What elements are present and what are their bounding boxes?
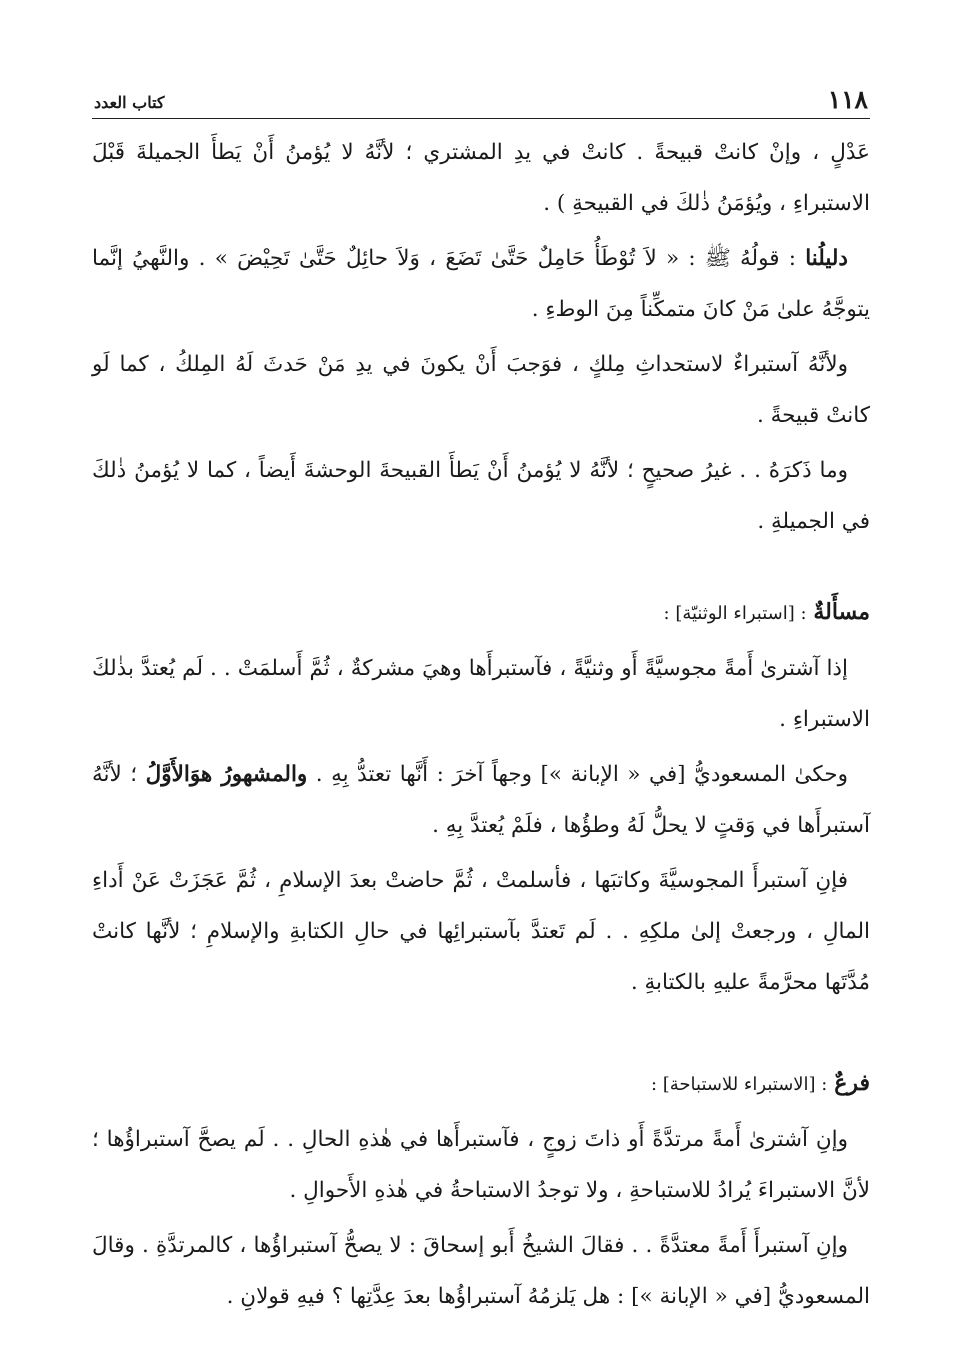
page-body (92, 127, 870, 1322)
paragraph-text: : قولُهُ ﷺ : « لاَ تُوْطَأُ حَامِلٌ حَتَّىٰ تَضَعَ ، وَلاَ حائِلٌ حَتَّىٰ تَحِيْضَ » . والنَّهيُ إنَّما يتوجَّهُ علىٰ مَنْ كانَ متمكِّناً مِنَ الوطءِ . (92, 246, 870, 322)
far-heading: فرعٌ (834, 1070, 870, 1096)
paragraph: وإنِ آستبرأَ أَمةً معتدَّةً . . فقالَ الشيخُ أَبو إسحاقَ : لا يصحُّ آستبراؤُها ، كالمرتدَّةِ . وقالَ المسعوديُّ [في « الإبانة »] : هل يَلزمُهُ آستبراؤُها بعدَ عِدَّتِها ؟ فيهِ قولانِ . (92, 1233, 870, 1309)
running-title: كتاب العدد (94, 93, 165, 112)
preferred-view: والمشهورُ هوَالأَوَّلُ (145, 762, 308, 787)
paragraph (92, 233, 870, 335)
page-header (92, 80, 870, 119)
paragraph: ولأنَّهُ آستبراءٌ لاستحداثِ مِلكٍ ، فوَجبَ أَنْ يكونَ في يدِ مَنْ حَدثَ لَهُ المِلكُ ، كما لَو كانتْ قبيحةً . (92, 352, 870, 428)
far-subtitle: : [الاستبراء للاستباحة] : (650, 1074, 828, 1095)
masala-subtitle: : [استبراء الوثنيّة] : (663, 603, 807, 624)
paragraph-text: ؛ لأنَّهُ آستبرأَها في وَقتٍ لا يحلُّ لَهُ وطؤُها ، فلَمْ يُعتدَّ بِهِ . (92, 762, 870, 838)
evidence-label: دليلُنا (805, 246, 849, 271)
section-heading (92, 587, 870, 639)
paragraph: إذا آشترىٰ أَمةً مجوسيَّةً أَو وثنيَّةً ، فآستبرأَها وهيَ مشركةٌ ، ثُمَّ أَسلمَتْ . . لَم يُعتدَّ بذٰلكَ الاستبراءِ . (92, 656, 870, 732)
paragraph: وما ذَكرَهُ . . غيرُ صحيحٍ ؛ لأنَّهُ لا يُؤمنُ أَنْ يَطأَ القبيحةَ الوحشةَ أَيضاً ، كما لا يُؤمنُ ذٰلكَ في الجميلةِ . (92, 458, 870, 534)
book-page (92, 80, 870, 1326)
paragraph: فإنِ آستبرأَ المجوسيَّةَ وكاتبَها ، فأسلمتْ ، ثُمَّ حاضتْ بعدَ الإسلامِ ، ثُمَّ عَجَزَتْ عَنْ أَداءِ المالِ ، ورجعتْ إلىٰ ملكِهِ . . لَم تَعتدَّ بآستبرائِها في حالِ الكتابةِ والإسلامِ ؛ لأنَّها كانتْ مُدَّتَها محرَّمةً عليهِ بالكتابةِ . (92, 868, 870, 995)
paragraph: وإنِ آشترىٰ أَمةً مرتدَّةً أَو ذاتَ زوجٍ ، فآستبرأَها في هٰذهِ الحالِ . . لَم يصحَّ آستبراؤُها ؛ لأنَّ الاستبراءَ يُرادُ للاستباحةِ ، ولا توجدُ الاستباحةُ في هٰذهِ الأَحوالِ . (92, 1127, 870, 1203)
paragraph: عَدْلٍ ، وإنْ كانتْ قبيحةً . كانتْ في يدِ المشتري ؛ لأنَّهُ لا يُؤمنُ أَنْ يَطأَ الجميلةَ قَبْلَ الاستبراءِ ، ويُؤمَنُ ذٰلكَ في القبيحةِ ) . (92, 140, 870, 216)
paragraph-text: وحكىٰ المسعوديُّ [في « الإبانة »] وجهاً آخرَ : أَنَّها تعتدُّ بِهِ . (315, 762, 848, 787)
masala-heading: مسأَلةٌ (813, 599, 870, 625)
paragraph (92, 749, 870, 851)
section-heading (92, 1058, 870, 1110)
page-number: ١١٨ (827, 85, 868, 114)
